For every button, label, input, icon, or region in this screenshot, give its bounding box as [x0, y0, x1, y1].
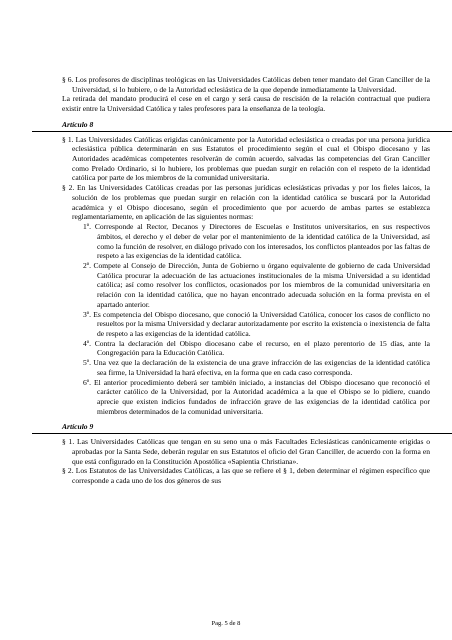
article-8-section-1: § 1. Las Universidades Católicas erigidas canónicamente por la Autoridad eclesiástica o creadas por una persona jurídica eclesiástica pública determinarán en sus Estatutos el procedimiento según el cual el Obispo diocesano y las Autoridades académicas competentes resolverán de común acuerdo, salvadas las competencias del Gran Canciller como Prelado Ordinario, si lo hubiere, los problemas que puedan surgir en relación con el respeto de la identidad católica por parte de los miembros de la comunidad universitaria. [62, 134, 430, 183]
paragraph-6: § 6. Los profesores de disciplinas teológicas en las Universidades Católicas deben tener mandato del Gran Canciller de la Universidad, si lo hubiere, o de la Autoridad eclesiástica de la que depende inmediatamente la Universidad. [62, 75, 430, 94]
article-8-norm-5: 5º. Una vez que la declaración de la existencia de una grave infracción de las exigencias de la identidad católica sea firme, la Universidad la hará efectiva, en la forma que en cada caso corresponda. [83, 358, 430, 377]
article-9-section-2: § 2. Los Estatutos de las Universidades Católicas, a las que se refiere el § 1, deben determinar el régimen específico que corresponde a cada uno de los dos géneros de sus [62, 466, 430, 486]
document-body [62, 75, 430, 486]
article-8-section-2: § 2. En las Universidades Católicas creadas por las personas jurídicas eclesiásticas privadas y por los fieles laicos, la solución de los problemas que puedan surgir en relación con la identidad católica se buscará por la Autoridad académica y el Obispo diocesano, según el procedimiento que por acuerdo de ambas partes se establezca reglamentariamente, en aplicación de las siguientes normas: [62, 183, 430, 222]
article-8-norm-3: 3º. Es competencia del Obispo diocesano, que conoció la Universidad Católica, conocer los casos de conflicto no resueltos por la misma Universidad y declarar autorizadamente por escrito la existencia o inexistencia de falta de respeto a las exigencias de la identidad católica. [83, 309, 430, 338]
article-8-rule [32, 131, 452, 132]
article-8-norm-2: 2º. Compete al Consejo de Dirección, Junta de Gobierno u órgano equivalente de gobierno de cada Universidad Católica procurar la adecuación de las actuaciones institucionales de la misma Universidad a su identidad católica; así como resolver los conflictos, ocasionados por los miembros de la comunidad universitaria en relación con la identidad católica, que no hayan encontrado adecuada solución en la forma prevista en el apartado anterior. [83, 260, 430, 309]
article-9-rule [32, 433, 452, 434]
article-8-norm-4: 4º. Contra la declaración del Obispo diocesano cabe el recurso, en el plazo perentorio de 15 días, ante la Congregación para la Educación Católica. [83, 338, 430, 358]
article-8-norm-6: 6º. El anterior procedimiento deberá ser también iniciado, a instancias del Obispo diocesano que reconoció el carácter católico de la Universidad, por la Autoridad académica a la que el Obispo se lo pidiere, cuando aprecie que existen indicios fundados de infracción grave de las exigencias de la identidad católica por miembros determinados de la comunidad universitaria. [83, 377, 430, 416]
article-8-norm-1: 1º. Corresponde al Rector, Decanos y Directores de Escuelas e Institutos universitarios, en sus respectivos ámbitos, el derecho y el deber de velar por el mantenimiento de la identidad católica de la Universidad, así como la función de resolver, en diálogo privado con los interesados, los conflictos planteados por las faltas de respeto a las exigencias de la identidad católica. [83, 222, 430, 261]
article-9-heading: Artículo 9 [62, 422, 94, 432]
article-9-section-1: § 1. Las Universidades Católicas que tengan en su seno una o más Facultades Eclesiásticas canónicamente erigidas o aprobadas por la Santa Sede, deberán regular en sus Estatutos el oficio del Gran Canciller, de acuerdo con la forma en que está configurado en la Constitución Apostólica «Sapientia Christiana». [62, 437, 430, 466]
page-number: Pag. 5 de 8 [211, 620, 241, 627]
article-8-heading: Artículo 8 [62, 119, 94, 129]
paragraph-6-continued: La retirada del mandato producirá el cese en el cargo y será causa de rescisión de la relación contractual que pudiera existir entre la Universidad Católica y tales profesores para la enseñanza de la teología. [62, 94, 430, 114]
